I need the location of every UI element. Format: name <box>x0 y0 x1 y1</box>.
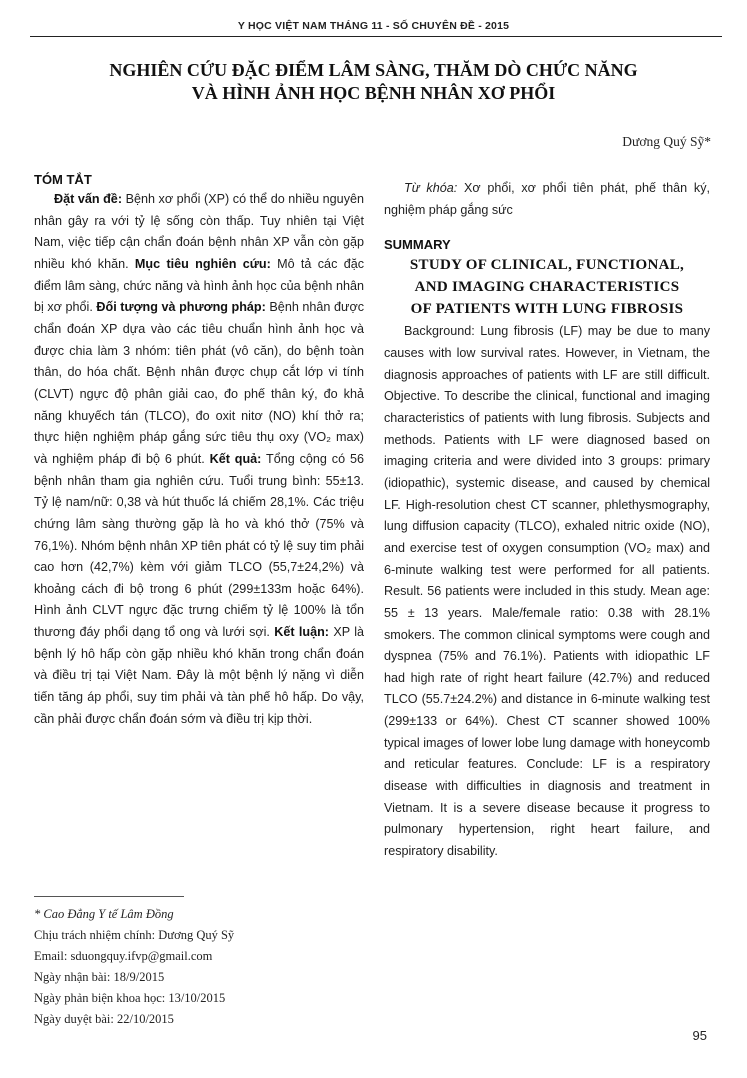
author-name: Dương Quý Sỹ* <box>622 134 711 149</box>
footnote-received: Ngày nhận bài: 18/9/2015 <box>34 970 165 984</box>
keywords <box>384 178 710 221</box>
abstract-vietnamese <box>34 172 364 730</box>
keywords-text: Xơ phổi, xơ phổi tiên phát, phế thân ký, nghiệm pháp gắng sức <box>384 181 710 217</box>
footnote-approved: Ngày duyệt bài: 22/10/2015 <box>34 1012 174 1026</box>
footnote-reviewed: Ngày phản biện khoa học: 13/10/2015 <box>34 991 226 1005</box>
ket-luan-text: XP là bệnh lý hô hấp còn gặp nhiều khó khăn trong chẩn đoán và điều trị tại Việt Nam. Đây là một bệnh lý nặng vì diễn tiến tăng áp phổi, suy tim phải và tàn phế hô hấp. Do vậy, cần phải được chẩn đoán sớm và điều trị kịp thời. <box>34 625 365 726</box>
summary-title-line3: OF PATIENTS WITH LUNG FIBROSIS <box>410 301 684 318</box>
article-title-line2: VÀ HÌNH ẢNH HỌC BỆNH NHÂN XƠ PHỔI <box>191 83 556 103</box>
ket-luan-label: Kết luận: <box>274 625 329 640</box>
ket-qua-text: Tổng cộng có 56 bệnh nhân tham gia nghiên cứu. Tuổi trung bình: 55±13. Tỷ lệ nam/nữ: 0,38 và hút thuốc lá chiếm 28,1%. Các triệu chứng lâm sàng thường gặp là ho và khó thở (75% và 76,1%). Nhóm bệnh nhân XP tiên phát có tỷ lệ suy tim phải cao hơn (42,7%) kèm với giảm TLCO (55,7±24,2%) và khoảng cách đi bộ trong 6 phút (299±133m hoặc 64%). Hình ảnh CLVT ngực đặc trưng chiếm tỷ lệ 100% là tổn thương đáy phổi dạng tổ ong và lưới sợi. <box>34 451 364 640</box>
summary-heading: SUMMARY <box>384 237 451 253</box>
right-column <box>384 178 710 863</box>
footnote <box>34 904 354 1030</box>
page-number: 95 <box>692 1028 707 1043</box>
footnote-email: Email: sduongquy.ifvp@gmail.com <box>34 949 213 963</box>
ket-qua-label: Kết quả: <box>209 451 262 466</box>
tom-tat-heading: TÓM TẮT <box>34 172 92 187</box>
muc-tieu-text: Mô tả các đặc điểm lâm sàng, chức năng và hình ảnh học của bệnh nhân bị xơ phổi. <box>34 256 364 315</box>
keywords-label: Từ khóa: <box>404 181 458 195</box>
footnote-rule <box>34 896 184 897</box>
dat-van-de-label: Đặt vấn đề: <box>54 192 123 206</box>
summary-title-line1: STUDY OF CLINICAL, FUNCTIONAL, <box>409 257 685 274</box>
dat-van-de-text: Bệnh xơ phổi (XP) có thể do nhiều nguyên nhân gây ra với tỷ lệ sống còn thấp. Tuy nhiên tại Việt Nam, việc tiếp cận chẩn đoán bệnh nhân XP vẫn còn gặp nhiều khó khăn. <box>34 192 364 271</box>
doi-tuong-label: Đối tượng và phương pháp: <box>96 300 266 315</box>
article-title-line1: NGHIÊN CỨU ĐẶC ĐIỂM LÂM SÀNG, THĂM DÒ CHỨC NĂNG <box>109 60 638 80</box>
running-header: Y HỌC VIỆT NAM THÁNG 11 - SỐ CHUYÊN ĐỀ - 2015 <box>237 20 510 32</box>
doi-tuong-text: Bệnh nhân được chẩn đoán XP dựa vào các tiêu chuẩn hình ảnh học và được chia làm 3 nhóm: tiên phát (vô căn), do bệnh toàn thân, do hóa chất. Bệnh nhân được chụp cắt lớp vi tính (CLVT) ngực độ phân giải cao, đo phế thân ký, đo khả năng khuyếch tán (TLCO), đo oxit nitơ (NO) khí thở ra; thực hiện nghiệm pháp gắng sức tiêu thụ oxy (VO₂ max) và nghiệm pháp đi bộ 6 phút. <box>34 300 364 466</box>
muc-tieu-label: Mục tiêu nghiên cứu: <box>134 256 271 271</box>
footnote-responsible: Chịu trách nhiệm chính: Dương Quý Sỹ <box>34 928 235 942</box>
header-rule <box>30 36 722 37</box>
tom-tat-body <box>34 189 364 730</box>
footnote-affiliation: * Cao Đẳng Y tế Lâm Đồng <box>34 907 174 921</box>
summary-body: Background: Lung fibrosis (LF) may be due to many causes with low survival rates. However, in Vietnam, the diagnosis approaches of patients with LF are still difficult. Objective. To describe the clinical, functional and imaging characteristics of patients with lung fibrosis. Subjects and methods. Patients with LF were diagnosed based on imaging criteria and were divided into 3 groups: primary (idiopathic), systemic disease, and caused by chemical LF. High-resolution chest CT scanner, phlethysmography, lung diffusion capacity (TLCO), exhaled nitric oxide (NO), and exercise test of oxygen consumption (VO₂ max) and 6-minute walking test were performed for all patients. Result. 56 patients were included in this study. Mean age: 55 ± 13 years. Male/female ratio: 0.38 with 28.1% smokers. The common clinical symptoms were cough and dyspnea (75% and 76.1%). Patients with idiopathic LF had high rate of right heart failure (42.7%) and reduced TLCO (55.7±24.2%) and distance in 6-minute walking test (299±133 or 64%). Chest CT scanner showed 100% typical images of lower lobe lung damage with honeycomb and reticular features. Conclude: LF is a respiratory disease with difficulties in diagnosis and treatment in Vietnam. It is a severe disease because it progress to pulmonary hypertension, right heart failure, and respiratory disability. <box>384 324 710 859</box>
summary-title-line2: AND IMAGING CHARACTERISTICS <box>414 279 680 296</box>
